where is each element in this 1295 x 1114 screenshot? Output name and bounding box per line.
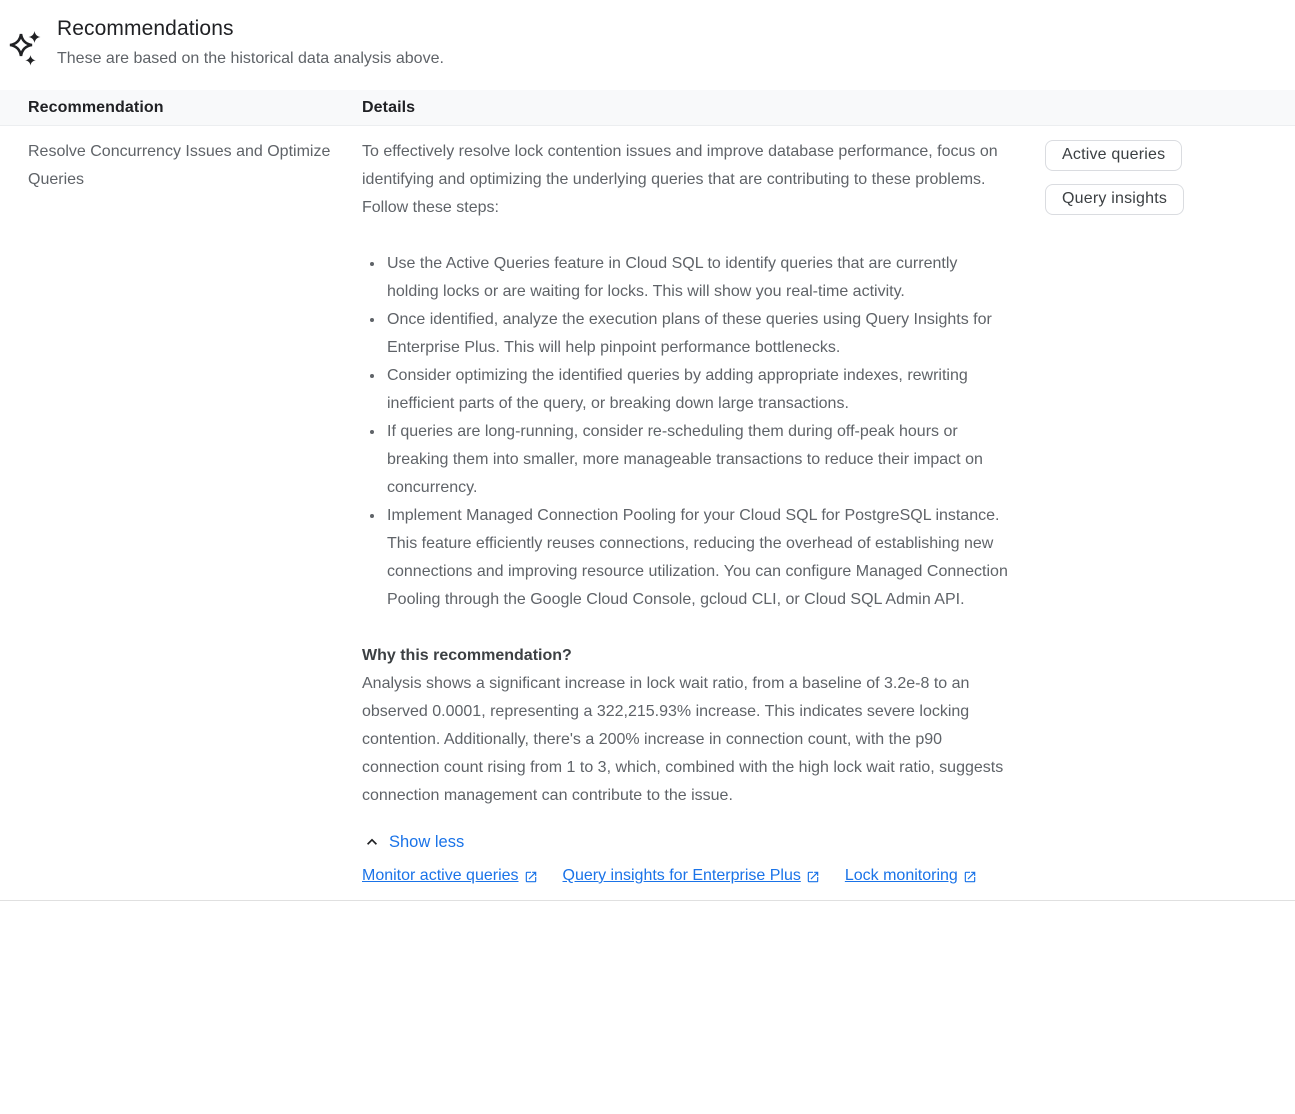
show-less-label: Show less (389, 832, 465, 851)
link-query-insights-enterprise-plus[interactable] (563, 862, 820, 890)
external-link-icon (524, 868, 538, 884)
table-header-row (0, 90, 1295, 126)
table-row (0, 126, 1295, 901)
chevron-up-icon (362, 832, 382, 852)
column-header-recommendation: Recommendation (28, 98, 164, 116)
link-label: Monitor active queries (362, 867, 519, 884)
why-recommendation-text: Analysis shows a significant increase in lock wait ratio, from a baseline of 3.2e-8 to an observed 0.0001, representing a 322,215.93% increase. This indicates severe locking contention. Additionally, there's a 200% increase in connection count, with the p90 connection count rising from 1 to 3, which, combined with the high lock wait ratio, suggests connection management can contribute to the issue. (362, 675, 1004, 804)
details-intro: To effectively resolve lock contention issues and improve database performance, focus on identifying and optimizing the underlying queries that are contributing to these problems. Follow these steps: (362, 143, 998, 216)
column-header-details: Details (362, 98, 416, 116)
panel-header (0, 0, 1295, 69)
list-item: • Implement Managed Connection Pooling for your Cloud SQL for PostgreSQL instance. This feature efficiently reuses connections, reducing the overhead of establishing new connections and improving resource utilization. You can configure Managed Connection Pooling through the Google Cloud Console, gcloud CLI, or Cloud SQL Admin API. (385, 502, 1012, 614)
link-label: Query insights for Enterprise Plus (562, 867, 801, 884)
show-less-button[interactable] (362, 832, 464, 852)
recommendation-actions (1045, 138, 1295, 900)
why-recommendation-heading: Why this recommendation? (362, 647, 572, 664)
gemini-sparkle-icon (8, 29, 42, 69)
page-title: Recommendations (57, 17, 234, 40)
recommendation-title: Resolve Concurrency Issues and Optimize Queries (28, 143, 331, 188)
link-monitor-active-queries[interactable] (362, 862, 538, 890)
external-link-icon (806, 868, 820, 884)
list-item: • Use the Active Queries feature in Cloud SQL to identify queries that are currently holding locks or are waiting for locks. This will show you real-time activity. (385, 250, 1012, 306)
documentation-links (362, 862, 1012, 890)
link-lock-monitoring[interactable] (845, 862, 977, 890)
link-label: Lock monitoring (844, 867, 958, 884)
page-subtitle: These are based on the historical data analysis above. (57, 50, 444, 67)
details-bullet-list (362, 250, 1012, 614)
recommendation-details (362, 138, 1045, 900)
query-insights-button[interactable]: Query insights (1045, 184, 1184, 215)
list-item: • If queries are long-running, consider re-scheduling them during off-peak hours or breaking them into smaller, more manageable transactions to reduce their impact on concurrency. (385, 418, 1012, 502)
panel-header-text (57, 17, 444, 68)
recommendations-table (0, 90, 1295, 901)
list-item: • Consider optimizing the identified queries by adding appropriate indexes, rewriting inefficient parts of the query, or breaking down large transactions. (385, 362, 1012, 418)
active-queries-button[interactable]: Active queries (1045, 140, 1182, 171)
external-link-icon (963, 868, 977, 884)
list-item: • Once identified, analyze the execution plans of these queries using Query Insights for Enterprise Plus. This will help pinpoint performance bottlenecks. (385, 306, 1012, 362)
